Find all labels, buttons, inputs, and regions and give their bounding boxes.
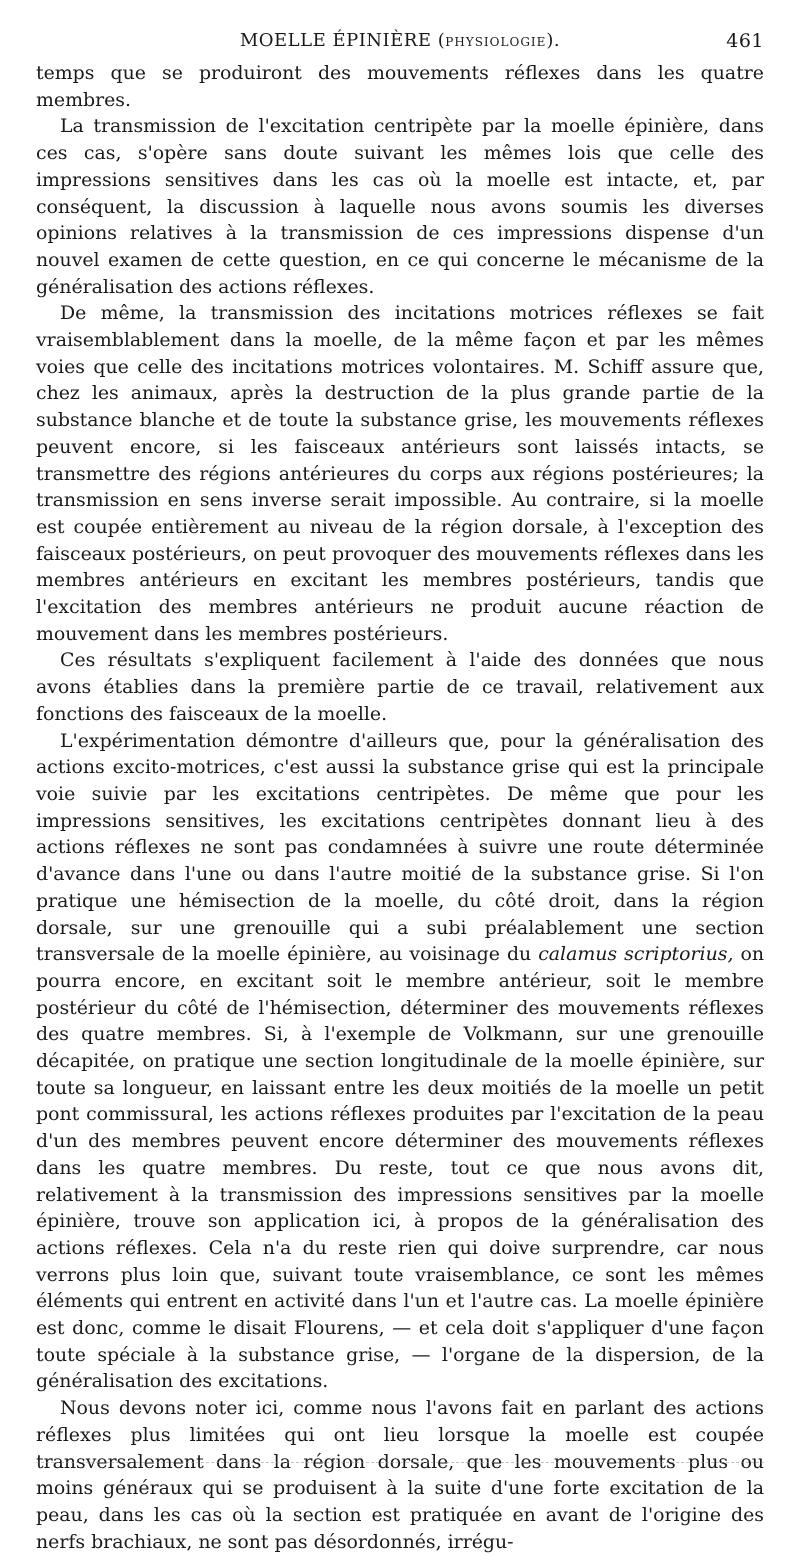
- running-title-subject: PHYSIOLOGIE: [445, 35, 547, 49]
- paragraph-transmission-centripete: La transmission de l'excitation centripète par la moelle épinière, dans ces cas, s'opère sans doute suivant les mêmes lois que celle des impressions sensitives dans les cas où la moelle est intacte, et, par conséquent, la discussion à laquelle nous avons soumis les diverses opinions relatives à la transmission de ces impressions dispense d'un nouvel examen de cette question, en ce qui concerne le mécanisme de la généralisation des actions réflexes.: [36, 115, 764, 298]
- paragraph-experimentation: [36, 728, 764, 1396]
- footer-divider: [36, 1462, 764, 1463]
- paragraph-continuation: temps que se produiront des mouvements réflexes dans les quatre membres.: [36, 62, 764, 111]
- paragraph-experimentation-part2: on pourra encore, en excitant soit le membre antérieur, soit le membre postérieur du côté de l'hémisection, déterminer des mouvements réflexes des quatre membres. Si, à l'exemple de Volkmann, sur une grenouille décapitée, on pratique une section longitudinale de la moelle épinière, sur toute sa longueur, en laissant entre les deux moitiés de la moelle un petit pont commissural, les actions réflexes produites par l'excitation de la peau d'un des membres peuvent encore déterminer des mouvements réflexes dans les quatre membres. Du reste, tout ce que nous avons dit, relativement à la transmission des impressions sensitives par la moelle épinière, trouve son application ici, à propos de la généralisation des actions réflexes. Cela n'a du reste rien qui doive surprendre, car nous verrons plus loin que, suivant toute vraisemblance, ce sont les mêmes éléments qui entrent en activité dans l'un et l'autre cas. La moelle épinière est donc, comme le disait Flourens, — et cela doit s'appliquer d'une façon toute spéciale à la substance grise, — l'organe de la dispersion, de la généralisation des excitations.: [36, 943, 765, 1393]
- running-title-end: ).: [546, 30, 561, 51]
- running-header: [36, 30, 764, 58]
- paragraph-resultats: Ces résultats s'expliquent facilement à l'aide des données que nous avons établies dans la première partie de ce travail, relativement aux fonctions des faisceaux de la moelle.: [36, 649, 764, 725]
- calamus-scriptorius-term: calamus scriptorius,: [538, 943, 734, 966]
- paragraph-incitations-motrices: De même, la transmission des incitations motrices réflexes se fait vraisemblablement dans la moelle, de la même façon et par les mêmes voies que celle des incitations motrices volontaires. M. Schiff assure que, chez les animaux, après la destruction de la plus grande partie de la substance blanche et de toute la substance grise, les mouvements réflexes peuvent encore, si les faisceaux antérieurs sont laissés intacts, se transmettre des régions antérieures du corps aux régions postérieures; la transmission en sens inverse serait impossible. Au contraire, si la moelle est coupée entièrement au niveau de la région dorsale, à l'exception des faisceaux postérieurs, on peut provoquer des mouvements réflexes dans les membres antérieurs en excitant les membres postérieurs, tandis que l'excitation des membres antérieurs ne produit aucune réaction de mouvement dans les membres postérieurs.: [36, 302, 764, 645]
- paragraph-nous-devons-noter: Nous devons noter ici, comme nous l'avons fait en parlant des actions réflexes plus limitées qui ont lieu lorsque la moelle est coupée transversalement dans la région dorsale, que les mouvements plus ou moins généraux qui se produisent à la suite d'une forte excitation de la peau, dans les cas où la section est pratiquée en avant de l'origine des nerfs brachiaux, ne sont pas désordonnés, irrégu-: [36, 1397, 764, 1553]
- running-title-main: MOELLE ÉPINIÈRE (: [239, 30, 446, 51]
- paragraph-experimentation-part1: L'expérimentation démontre d'ailleurs que, pour la généralisation des actions excito-motrices, c'est aussi la substance grise qui est la principale voie suivie par les excitations centripètes. De même que pour les impressions sensitives, les excitations centripètes donnant lieu à des actions réflexes ne sont pas condamnées à suivre une route déterminée d'avance dans l'une ou dans l'autre moitié de la substance grise. Si l'on pratique une hémisection de la moelle, du côté droit, dans la région dorsale, sur une grenouille qui a subi préalablement une section transversale de la moelle épinière, au voisinage du: [36, 729, 764, 966]
- page-body: [36, 60, 764, 1555]
- page-number: 461: [726, 30, 764, 52]
- running-title: [36, 30, 764, 51]
